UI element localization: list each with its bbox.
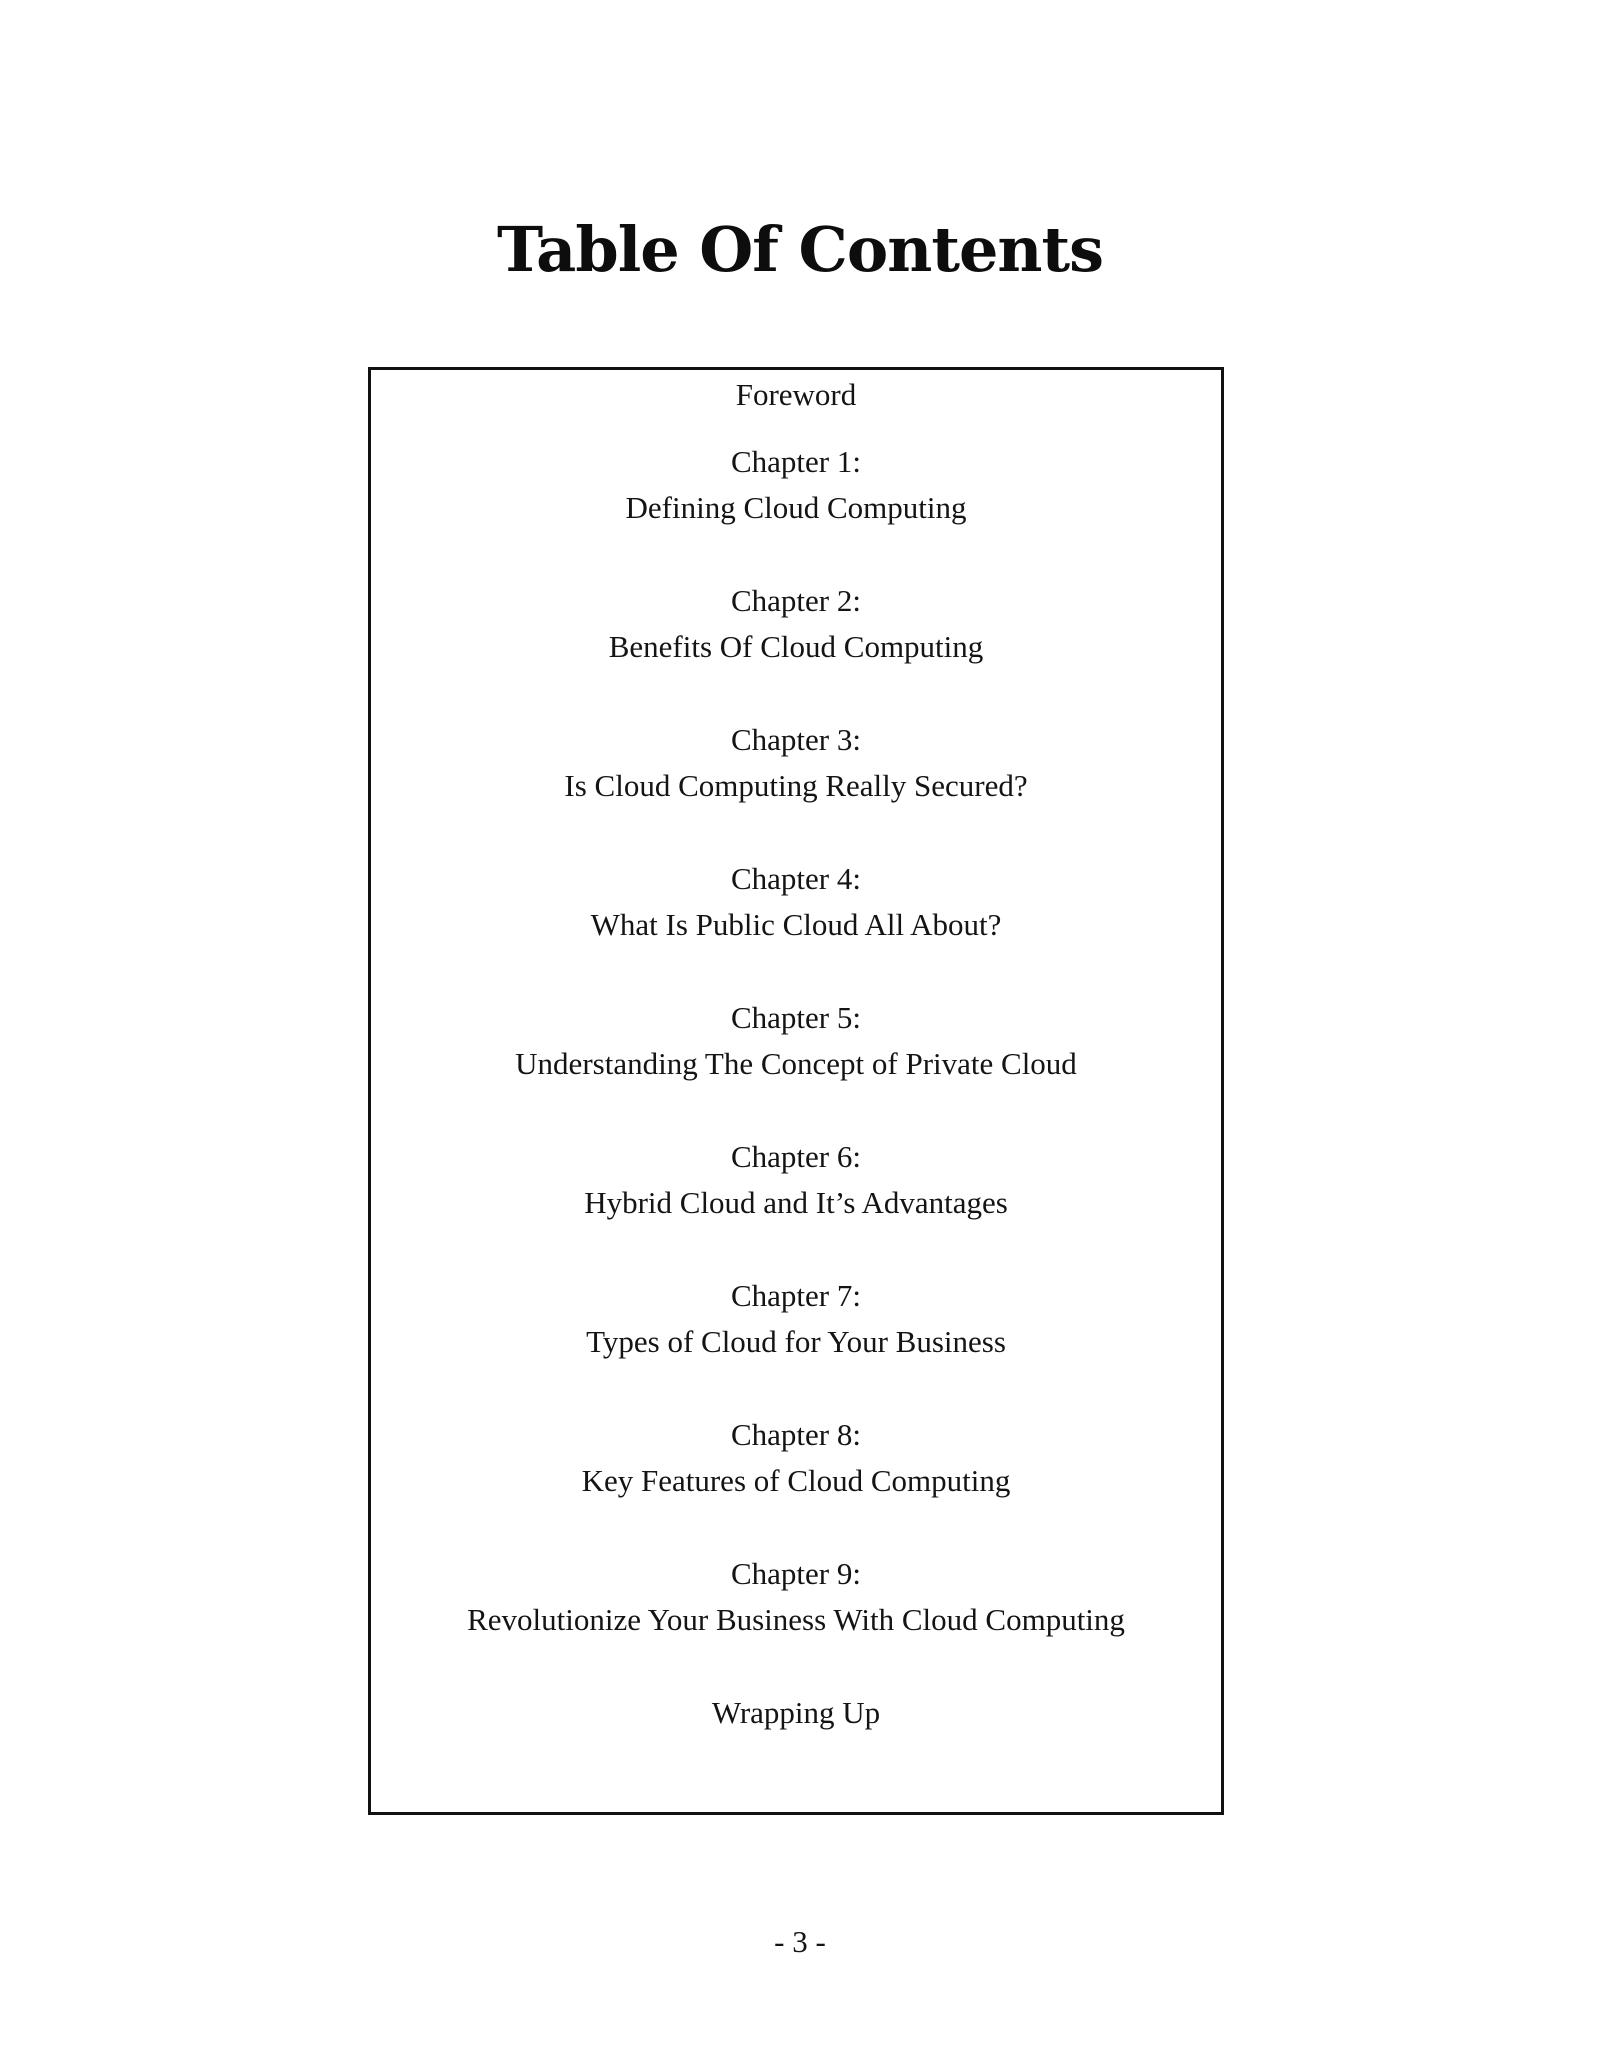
toc-chapter-2-label: Chapter 2: [731, 583, 861, 618]
toc-foreword: Foreword [735, 377, 857, 412]
toc-chapter-5-label: Chapter 5: [731, 1000, 861, 1035]
toc-chapter-1-title: Defining Cloud Computing [625, 490, 967, 525]
toc-chapter-6-label: Chapter 6: [731, 1139, 861, 1174]
toc-chapter-3-title: Is Cloud Computing Really Secured? [564, 768, 1028, 803]
toc-chapter-2-title: Benefits Of Cloud Computing [608, 629, 984, 664]
toc-chapter-4-label: Chapter 4: [731, 861, 861, 896]
toc-wrapping-up: Wrapping Up [711, 1695, 881, 1730]
toc-chapter-9-title: Revolutionize Your Business With Cloud Computing [467, 1602, 1125, 1637]
toc-chapter-8-title: Key Features of Cloud Computing [581, 1463, 1011, 1498]
toc-chapter-3-label: Chapter 3: [731, 722, 861, 757]
page-number: - 3 - [774, 1924, 826, 1959]
toc-chapter-9-label: Chapter 9: [731, 1556, 861, 1591]
toc-chapter-7-label: Chapter 7: [731, 1278, 861, 1313]
toc-chapter-4-title: What Is Public Cloud All About? [590, 907, 1002, 942]
toc-chapter-8-label: Chapter 8: [731, 1417, 861, 1452]
toc-chapter-1-label: Chapter 1: [731, 444, 861, 479]
toc-chapter-7-title: Types of Cloud for Your Business [586, 1324, 1006, 1359]
toc-chapter-5-title: Understanding The Concept of Private Cloud [515, 1046, 1077, 1081]
page-title: Table Of Contents [496, 213, 1104, 286]
table-of-contents-box [368, 367, 1224, 1815]
toc-chapter-6-title: Hybrid Cloud and It’s Advantages [584, 1185, 1008, 1220]
